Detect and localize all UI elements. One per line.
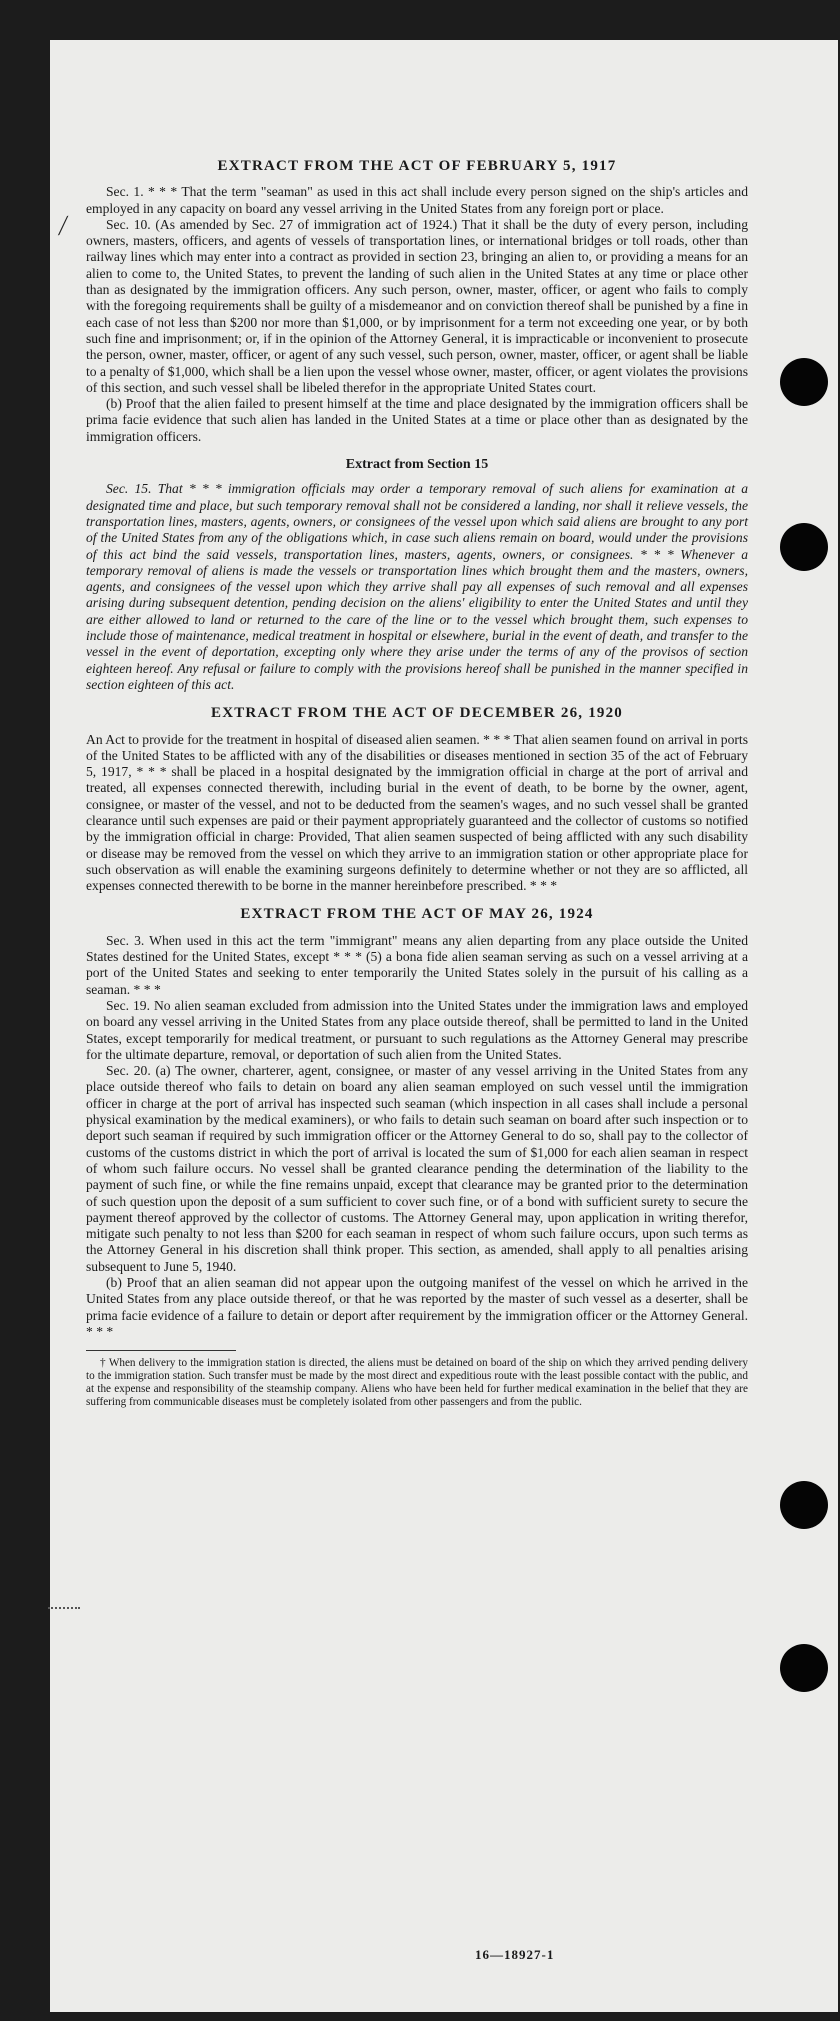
- punch-hole-1: [780, 358, 828, 406]
- act-1920-text: An Act to provide for the treatment in hospital of diseased alien seamen. * * * That alien seamen found on arrival in ports of the United States to be afflicted with any of the disabilities or diseases mentioned in section 35 of the act of February 5, 1917, * * * shall be placed in a hospital designated by the immigration official in charge at the port of arrival and treated, all expenses connected therewith, including burial in the event of death, to be borne by the owner, agent, consignee, or master of the vessel, and not to be deducted from the seamen's wages, and no such vessel shall be granted clearance until such expenses are paid or their payment appropriately guaranteed and the collector of customs so notified by the immigration official in charge: Provided, That alien seamen suspected of being afflicted with any such disability or disease may be removed from the vessel on which they arrive to an immigration station or other appropriate place for such observation as will enable the examining surgeons definitely to determine whether or not they are so afflicted, all expenses connected therewith to be borne in the manner hereinbefore prescribed. * * *: [86, 731, 748, 894]
- footnote-block: [86, 1357, 748, 1409]
- act-1917-proof-b: (b) Proof that the alien failed to present himself at the time and place designated by the immigration officers shall be prima facie evidence that such alien has landed in the United States at a time or place other than as designated by the immigration officers.: [86, 396, 748, 444]
- footnote-divider: [86, 1350, 236, 1351]
- act-1917-sec-1: Sec. 1. * * * That the term "seaman" as used in this act shall include every person signed on the ship's articles and employed in any capacity on board any vessel arriving in the United States from any foreign port or place.: [86, 184, 748, 216]
- punch-hole-2: [780, 523, 828, 571]
- document-number: 16—18927-1: [475, 1947, 555, 1962]
- punch-hole-3: [780, 1481, 828, 1529]
- section-15-text: Sec. 15. That * * * immigration officials may order a temporary removal of such aliens for examination at a designated time and place, but such temporary removal shall not be considered a landing, nor shall it relieve vessels, the transportation lines, masters, agents, owners, or consignees of the vessel upon which said aliens are brought to any port of the United States from any of the obligations which, in case such aliens remain on board, would under the provisions of this act bind the said vessels, transportation lines, masters, agents, owners, or consignees. * * * Whenever a temporary removal of aliens is made the vessels or transportation lines which brought them and the masters, owners, agents, and consignees of the vessel upon which they arrive shall pay all expenses of such removal and all expenses arising during subsequent detention, pending decision on the aliens' eligibility to enter the United States and until they are either allowed to land or returned to the care of the line or to the vessel which brought them, such expenses to include those of maintenance, medical treatment in hospital or elsewhere, burial in the event of death, and transfer to the vessel in the event of deportation, excepting only where they arise under the terms of any of the provisos of section eighteen hereof. Any refusal or failure to comply with the provisions hereof shall be punished in the manner specified in section eighteen of this act.: [86, 481, 748, 692]
- document-page: [50, 40, 838, 2012]
- footnote-text: † When delivery to the immigration station is directed, the aliens must be detained on board of the ship on which they arrived pending delivery to the immigration station. Such transfer must be made by the most direct and expeditious route with the least possible contact with the public, and at the expense and responsibility of the steamship company. Aliens who have been held for further medical examination in the belief that they are suffering from communicable diseases must be completely isolated from other passengers and from the public.: [86, 1357, 748, 1409]
- act-1924-sec-19: Sec. 19. No alien seaman excluded from admission into the United States under the immigration laws and employed on board any vessel arriving in the United States from any place outside thereof, shall be permitted to land in the United States, except temporarily for medical treatment, or pursuant to such regulations as the Attorney General may prescribe for the ultimate departure, removal, or deportation of such alien from the United States.: [86, 997, 748, 1062]
- act-1924-sec-20a: Sec. 20. (a) The owner, charterer, agent, consignee, or master of any vessel arriving in the United States from any place outside thereof who fails to detain on board any alien seaman employed on such vessel until the immigration officer in charge at the port of arrival has inspected such seaman (which inspection in all cases shall include a personal physical examination by the medical examiners), or who fails to detain such seaman on board after such inspection or to deport such seaman if required by such immigration officer or the Attorney General to do so, shall pay to the collector of customs of the customs district in which the port of arrival is located the sum of $1,000 for each alien seaman in respect of whom such failure occurs. No vessel shall be granted clearance pending the determination of the liability to the payment of such fine, or while the fine remains unpaid, except that clearance may be granted prior to the determination of such question upon the deposit of a sum sufficient to cover such fine, or of a bond with sufficient surety to secure the payment thereof approved by the collector of customs. The Attorney General may, upon application in writing therefor, mitigate such penalty to not less than $200 for each seaman in respect of whom such failure occurs, upon such terms as the Attorney General in his discretion shall think proper. This section, as amended, shall apply to all penalties arising subsequent to June 5, 1940.: [86, 1063, 748, 1274]
- act-1917-sec-10: Sec. 10. (As amended by Sec. 27 of immigration act of 1924.) That it shall be the duty of every person, including owners, masters, officers, and agents of vessels of transportation lines, or international bridges or toll roads, other than railway lines which may enter into a contract as provided in section 23, bringing an alien to, or providing a means for an alien to come to, the United States, to prevent the landing of such alien in the United States at any time or place other than as designated by the immigration officers. Any such person, owner, master, officer, or agent who fails to comply with the foregoing requirements shall be guilty of a misdemeanor and on conviction thereof shall be punished by a fine in each case of not less than $200 nor more than $1,000, or by imprisonment for a term not exceeding one year, or by both such fine and imprisonment; or, if in the opinion of the Attorney General, it is impracticable or inconvenient to prosecute the person, owner, master, officer, or agent of any such vessel, such person, owner, master, officer, or agent shall be liable to a penalty of $1,000, which shall be a lien upon the vessel whose owner, master, officer, or agent violates the provisions of this section, and such vessel shall be libeled therefor in the appropriate United States court.: [86, 216, 748, 395]
- heading-act-1924: EXTRACT FROM THE ACT OF MAY 26, 1924: [240, 906, 594, 923]
- document-body: [86, 158, 748, 1409]
- heading-act-1917: EXTRACT FROM THE ACT OF FEBRUARY 5, 1917: [217, 158, 617, 174]
- ink-smudge: [48, 1607, 80, 1613]
- section-15-block: [86, 481, 748, 693]
- heading-section-15: Extract from Section 15: [345, 457, 489, 473]
- act-1924-sec-3: Sec. 3. When used in this act the term "immigrant" means any alien departing from any place outside the United States destined for the United States, except * * * (5) a bona fide alien seaman serving as such on a vessel arriving at a port of the United States and seeking to enter temporarily the United States solely in the pursuit of his calling as a seaman. * * *: [86, 932, 748, 997]
- handwritten-mark: ⟋: [52, 212, 75, 241]
- punch-hole-4: [780, 1644, 828, 1692]
- act-1924-sec-20b: (b) Proof that an alien seaman did not appear upon the outgoing manifest of the vessel on which he arrived in the United States from any place outside thereof, or that he was reported by the master of such vessel as a deserter, shall be prima facie evidence of a failure to detain or deport after requirement by the immigration officer or the Attorney General. * * *: [86, 1275, 748, 1339]
- heading-act-1920: EXTRACT FROM THE ACT OF DECEMBER 26, 1920: [210, 705, 624, 722]
